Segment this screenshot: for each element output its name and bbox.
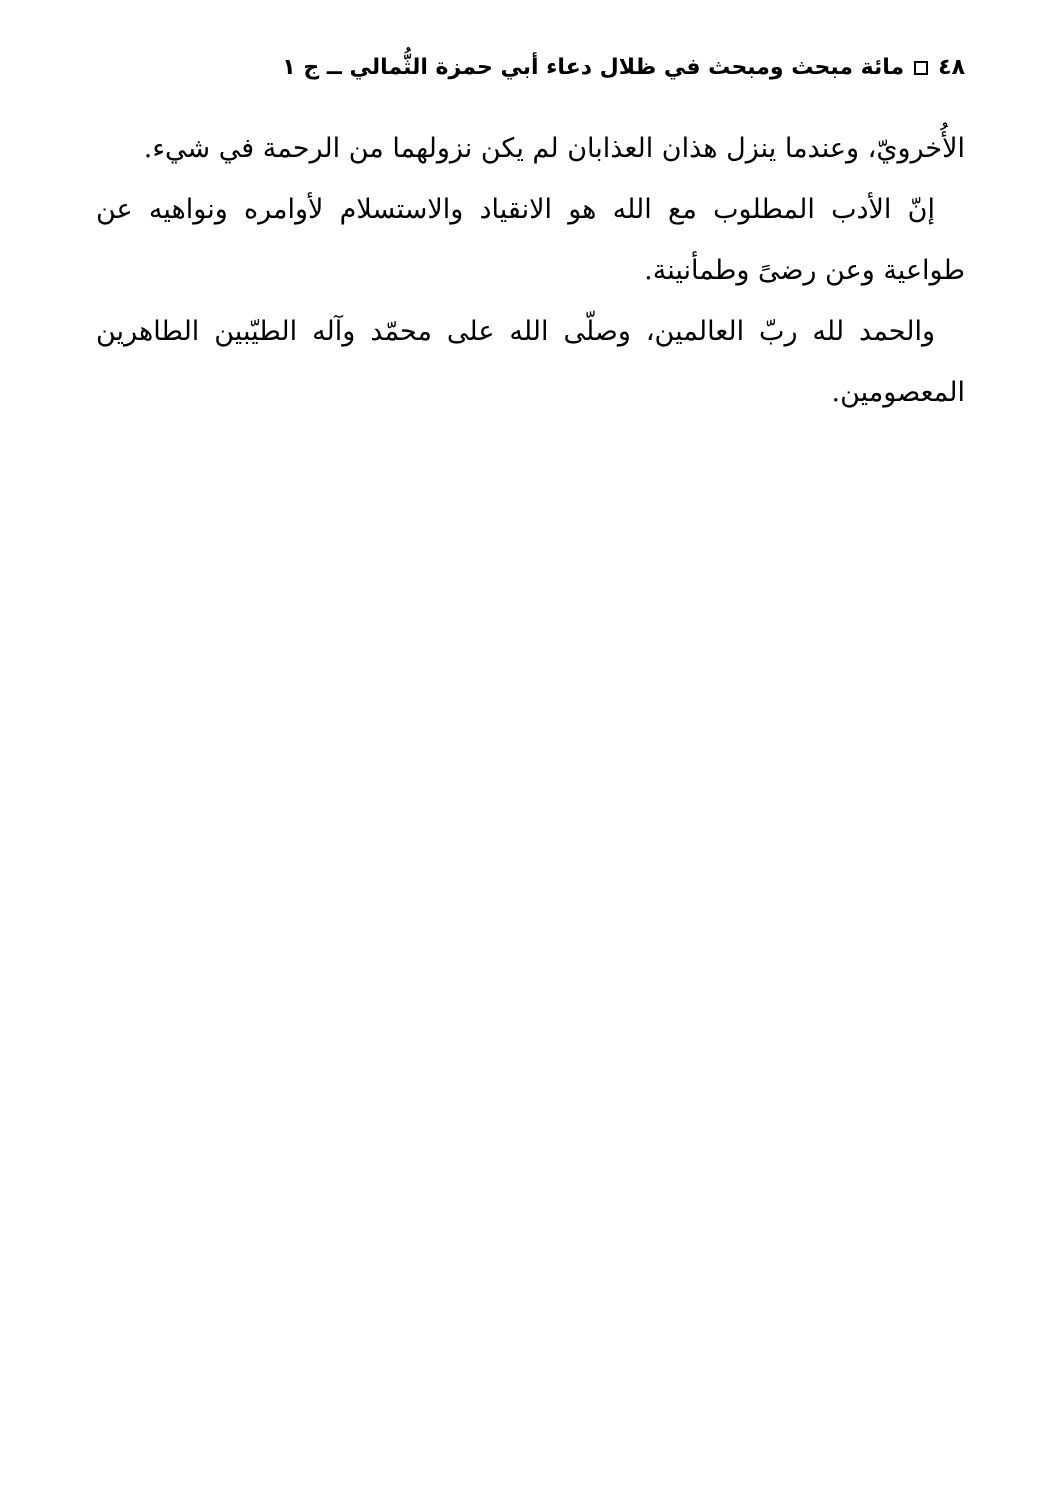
running-header [96,48,965,88]
paragraph-continuation: الأُخرويّ، وعندما ينزل هذان العذابان لم يكن نزولهما من الرحمة في شيء. [143,133,965,164]
page-number: ٤٨ [938,55,965,80]
square-box-icon [914,61,928,75]
book-title: مائة مبحث ومبحث في ظلال دعاء أبي حمزة الثُّمالي ــ ج ١ [282,55,905,80]
paragraph-closing-praise: والحمد لله ربّ العالمين، وصلّى الله على محمّد وآله الطيّبين الطاهرين المعصومين. [96,316,965,408]
paragraph-etiquette: إنّ الأدب المطلوب مع الله هو الانقياد والاستسلام لأوامره ونواهيه عن طواعية وعن رضىً وطمأنينة. [96,194,965,286]
body-text [96,118,965,423]
